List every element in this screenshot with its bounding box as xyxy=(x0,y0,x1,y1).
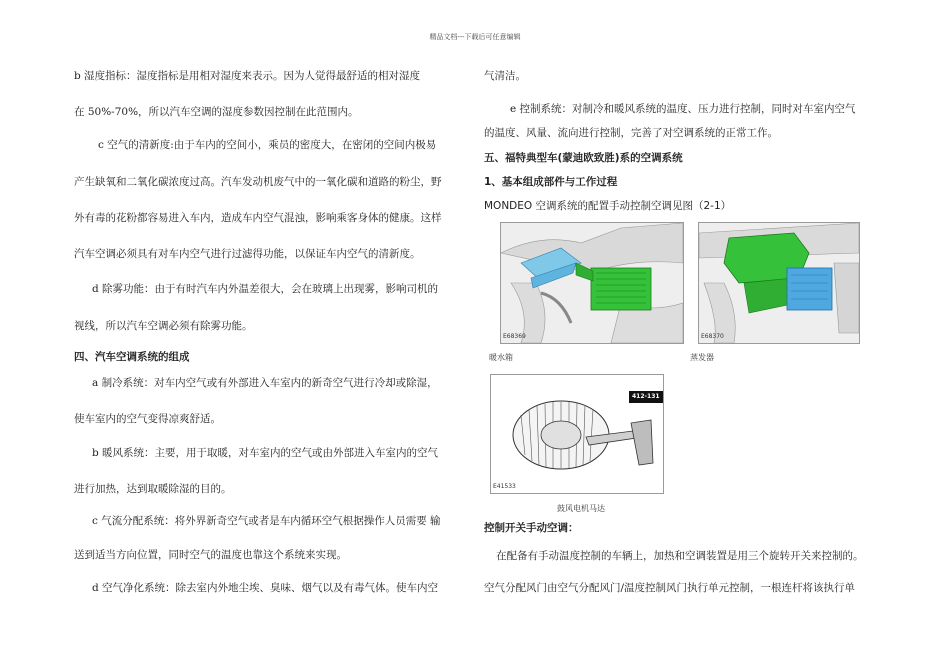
mondeo-figure-intro: MONDEO 空调系统的配置手动控制空调见图（2-1） xyxy=(484,200,732,212)
heading-manual-control: 控制开关手动空调： xyxy=(484,522,579,534)
paragraph-manual-control-cont: 空气分配风门由空气分配风门/温度控制风门执行单元控制，一根连杆将该执行单 xyxy=(484,582,856,594)
caption-heater-core: 暖水箱 xyxy=(489,353,513,362)
figure-heater-core xyxy=(500,222,684,344)
paragraph-airflow-cont: 送到适当方向位置，同时空气的温度也靠这个系统来实现。 xyxy=(74,549,347,561)
figure-code-blower: E41533 xyxy=(493,483,516,490)
paragraph-humidity-cont: 在 50%-70%，所以汽车空调的湿度参数因控制在此范围内。 xyxy=(74,106,359,118)
section-heading-4: 四、汽车空调系统的组成 xyxy=(74,351,190,363)
paragraph-defog-cont: 视线，所以汽车空调必须有除雾功能。 xyxy=(74,320,253,332)
figure-code-evaporator: E68370 xyxy=(701,333,724,340)
figure-evaporator xyxy=(698,222,860,344)
paragraph-defog: d 除雾功能：由于有时汽车内外温差很大，会在玻璃上出现雾，影响司机的 xyxy=(92,283,439,295)
paragraph-control-cont: 的温度、风量、流向进行控制，完善了对空调系统的正常工作。 xyxy=(484,127,778,139)
paragraph-airflow: c 气流分配系统：将外界新奇空气或者是车内循环空气根据操作人员需要 输 xyxy=(92,515,441,527)
heater-core-illustration xyxy=(501,223,683,343)
figure-code-heater: E68369 xyxy=(503,333,526,340)
subsection-heading-5-1: 1、基本组成部件与工作过程 xyxy=(484,176,618,188)
section-heading-5: 五、福特典型车(蒙迪欧致胜)系的空调系统 xyxy=(484,152,683,164)
paragraph-heating-cont: 进行加热，达到取暖除湿的目的。 xyxy=(74,483,232,495)
caption-blower-motor: 鼓风电机马达 xyxy=(557,504,605,513)
paragraph-control: e 控制系统：对制冷和暖风系统的温度、压力进行控制，同时对车室内空气 xyxy=(510,103,856,115)
paragraph-cooling-cont: 使车室内的空气变得凉爽舒适。 xyxy=(74,413,221,425)
tool-tag: 412-131 xyxy=(632,393,660,400)
figure-blower-motor xyxy=(490,374,664,494)
caption-evaporator: 蒸发器 xyxy=(690,353,714,362)
paragraph-purify-cont: 气清洁。 xyxy=(484,70,526,82)
paragraph-freshness: c 空气的清新度:由于车内的空间小，乘员的密度大，在密闭的空间内极易 xyxy=(98,139,437,151)
paragraph-humidity: b 湿度指标：湿度指标是用相对湿度来表示。因为人觉得最舒适的相对湿度 xyxy=(74,70,421,82)
paragraph-freshness-cont3: 汽车空调必须具有对车内空气进行过滤得功能，以保证车内空气的清新度。 xyxy=(74,248,421,260)
paragraph-cooling: a 制冷系统：对车内空气或有外部进入车室内的新奇空气进行冷却或除湿， xyxy=(92,377,438,389)
paragraph-purify: d 空气净化系统：除去室内外地尘埃、臭味、烟气以及有毒气体。使车内空 xyxy=(92,582,439,594)
paragraph-heating: b 暖风系统：主要，用于取暖，对车室内的空气或由外部进入车室内的空气 xyxy=(92,447,439,459)
paragraph-freshness-cont1: 产生缺氧和二氧化碳浓度过高。汽车发动机废气中的一氧化碳和道路的粉尘，野 xyxy=(74,176,442,188)
paragraph-manual-control: 在配备有手动温度控制的车辆上，加热和空调装置是用三个旋转开关来控制的。 xyxy=(496,550,864,562)
page-header: 精品文档---下载后可任意编辑 xyxy=(429,33,521,41)
paragraph-freshness-cont2: 外有毒的花粉都容易进入车内，造成车内空气混浊，影响乘客身体的健康。这样 xyxy=(74,212,442,224)
evaporator-illustration xyxy=(699,223,859,343)
